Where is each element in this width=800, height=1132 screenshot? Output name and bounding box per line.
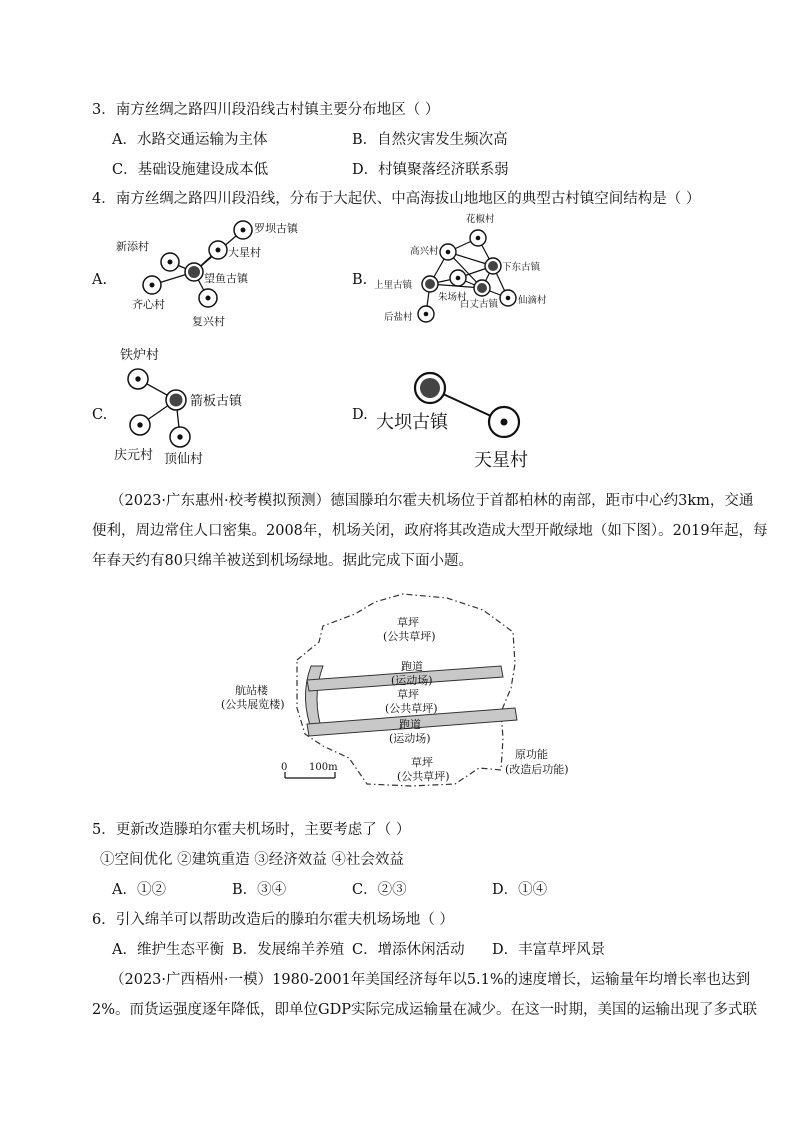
label-fuxing: 复兴村 bbox=[192, 315, 225, 328]
map-lawn-bottom-sub: (公共草坪) bbox=[397, 770, 450, 783]
map-terminal: 航站楼 bbox=[235, 684, 268, 697]
q5-option-b: B．③④ bbox=[232, 882, 287, 898]
q4-letter-c: C. bbox=[92, 407, 108, 423]
map-runway1-sub: (运动场) bbox=[391, 674, 433, 687]
map-runway2: 跑道 bbox=[399, 718, 421, 731]
map-runway1: 跑道 bbox=[401, 660, 423, 673]
passage2-line2: 2%。而货运强度逐年降低，即单位GDP实际完成运输量在减少。在这一时期，美国的运输出现了多式联 bbox=[92, 1002, 757, 1018]
q3-option-a: A．水路交通运输为主体 bbox=[112, 132, 268, 148]
label-jianban: 箭板古镇 bbox=[190, 394, 243, 409]
label-qingyuan: 庆元村 bbox=[114, 448, 154, 463]
q4-letter-b: B. bbox=[352, 272, 368, 288]
map-legend-sub: (改造后功能) bbox=[505, 763, 569, 776]
q5-items: ①空间优化 ②建筑重造 ③经济效益 ④社会效益 bbox=[100, 852, 404, 868]
q3-option-b: B．自然灾害发生频次高 bbox=[352, 132, 508, 148]
map-lawn-mid-sub: (公共草坪) bbox=[385, 702, 438, 715]
map-runway2-sub: (运动场) bbox=[389, 732, 431, 745]
q6-option-a: A．维护生态平衡 bbox=[112, 942, 224, 958]
label-qixin: 齐心村 bbox=[132, 298, 165, 311]
passage2-line1: （2023·广西梧州·一模）1980-2001年美国经济每年以5.1%的速度增长，运输量年均增长率也达到 bbox=[110, 972, 751, 988]
q6-option-b: B．发展绵羊养殖 bbox=[232, 942, 345, 958]
passage1-line3: 年春天约有80只绵羊被送到机场绿地。据此完成下面小题。 bbox=[92, 553, 473, 569]
diagram-d bbox=[370, 360, 570, 475]
passage1-line1: （2023·广东惠州·校考模拟预测）德国滕珀尔霍夫机场位于首都柏林的南部，距市中心约3km，交通 bbox=[110, 493, 754, 509]
q4-stem: 4．南方丝绸之路四川段沿线，分布于大起伏、中高海拔山地地区的典型古村镇空间结构是（ ） bbox=[92, 191, 701, 207]
label-gaoxing: 高兴村 bbox=[410, 246, 439, 257]
label-zhuchang: 朱场村 bbox=[438, 292, 467, 303]
q3-stem: 3．南方丝绸之路四川段沿线古村镇主要分布地区（ ） bbox=[92, 102, 440, 118]
label-tielu: 铁炉村 bbox=[120, 348, 160, 363]
label-baizhang: 白丈古镇 bbox=[460, 299, 499, 310]
q5-option-a: A．①② bbox=[112, 882, 166, 898]
q5-option-c: C．②③ bbox=[352, 882, 407, 898]
diagram-a bbox=[110, 210, 310, 335]
q5-stem: 5．更新改造滕珀尔霍夫机场时，主要考虑了（ ） bbox=[92, 822, 411, 838]
q5-option-d: D．①④ bbox=[492, 882, 548, 898]
q4-letter-d: D. bbox=[352, 407, 368, 423]
q6-option-c: C．增添休闲活动 bbox=[352, 942, 465, 958]
node-circles bbox=[128, 369, 190, 447]
label-xiandi: 仙滴村 bbox=[518, 295, 547, 306]
label-daxing: 大星村 bbox=[228, 246, 261, 259]
map-legend: 原功能 bbox=[515, 748, 548, 761]
label-daba: 大坝古镇 bbox=[376, 412, 448, 433]
airport-map bbox=[215, 588, 585, 803]
label-huajiao: 花椒村 bbox=[466, 214, 495, 225]
label-tianxing: 天星村 bbox=[474, 450, 528, 471]
label-luoba: 罗坝古镇 bbox=[254, 222, 298, 235]
q3-option-d: D．村镇聚落经济联系弱 bbox=[352, 162, 509, 178]
map-lawn-bottom: 草坪 bbox=[411, 756, 433, 769]
scale-length: 100m bbox=[309, 762, 338, 773]
q6-option-d: D．丰富草坪风景 bbox=[492, 942, 606, 958]
map-lawn-top-sub: (公共草坪) bbox=[383, 630, 436, 643]
scale-zero: 0 bbox=[281, 762, 288, 773]
passage1-line2: 便利，周边常住人口密集。2008年，机场关闭，政府将其改造成大型开敞绿地（如下图）。2019年起，每 bbox=[92, 523, 768, 539]
diagram-c bbox=[110, 345, 290, 470]
label-xintian: 新添村 bbox=[116, 240, 149, 253]
q3-option-c: C．基础设施建设成本低 bbox=[112, 162, 269, 178]
node-circles bbox=[143, 221, 252, 307]
diagram-b bbox=[370, 210, 560, 330]
q6-stem: 6．引入绵羊可以帮助改造后的滕珀尔霍夫机场场地（ ） bbox=[92, 912, 454, 928]
map-lawn-mid: 草坪 bbox=[397, 688, 419, 701]
map-terminal-sub: (公共展览楼) bbox=[221, 698, 285, 711]
map-lawn-top: 草坪 bbox=[397, 616, 419, 629]
label-wangyu: 望鱼古镇 bbox=[204, 272, 248, 285]
q4-letter-a: A. bbox=[92, 272, 108, 288]
label-xiadong: 下东古镇 bbox=[502, 262, 541, 273]
label-dingxian: 顶仙村 bbox=[164, 452, 204, 467]
label-houyan: 后盐村 bbox=[384, 312, 413, 323]
label-shangli: 上里古镇 bbox=[374, 280, 413, 291]
